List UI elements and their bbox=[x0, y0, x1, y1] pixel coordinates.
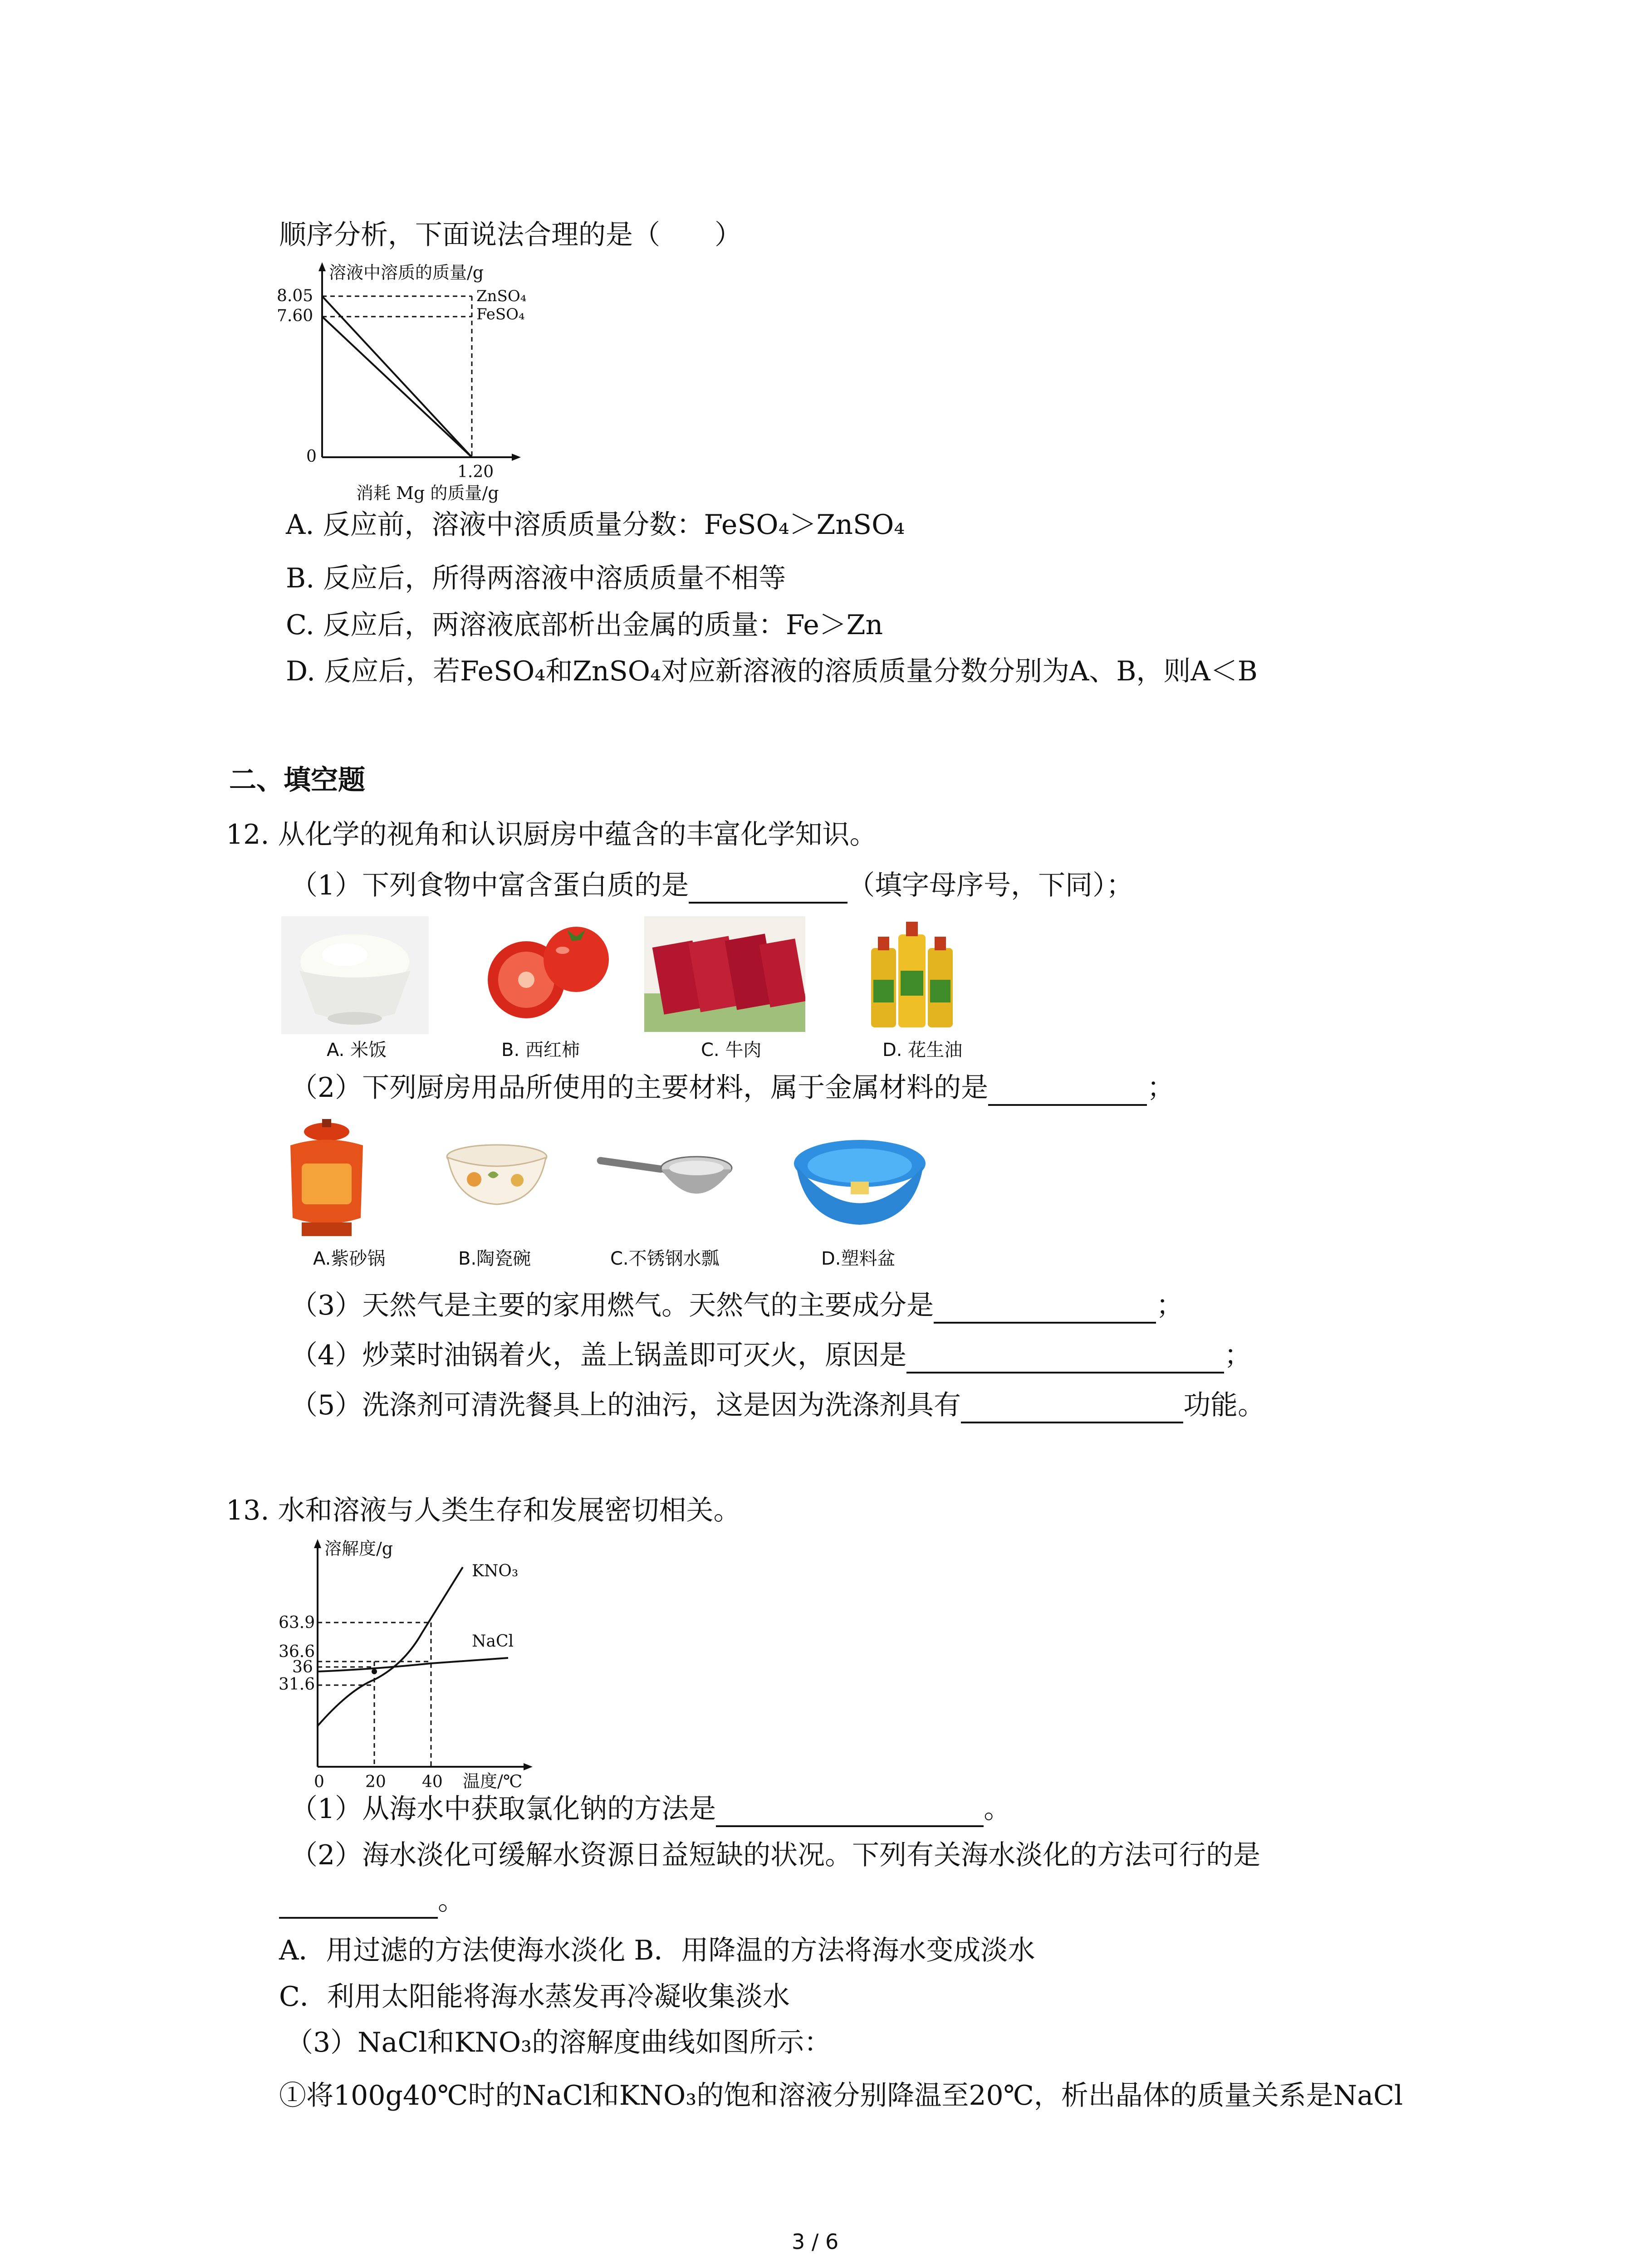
beef-image bbox=[644, 916, 805, 1032]
y-axis-label: 溶液中溶质的质量/g bbox=[329, 263, 484, 283]
q13-solubility-chart bbox=[272, 1535, 554, 1789]
answer-blank-7[interactable] bbox=[279, 1889, 438, 1919]
series-feso4-line bbox=[322, 317, 472, 457]
svg-text:KNO₃: KNO₃ bbox=[472, 1562, 519, 1580]
svg-text:20: 20 bbox=[365, 1773, 386, 1789]
svg-text:温度/℃: 温度/℃ bbox=[463, 1771, 523, 1789]
q13-part2-end: 。 bbox=[279, 1882, 465, 1919]
q12-part2: （2）下列厨房用品所使用的主要材料，属于金属材料的是 ； bbox=[290, 1070, 1174, 1106]
svg-text:溶解度/g: 溶解度/g bbox=[324, 1539, 393, 1559]
q11-chart bbox=[272, 262, 526, 507]
answer-blank-6[interactable] bbox=[716, 1797, 984, 1827]
q13-part3-1: ①将100g40℃时的NaCl和KNO₃的饱和溶液分别降温至20℃，析出晶体的质量关系是NaCl bbox=[279, 2080, 1403, 2112]
answer-blank-4[interactable] bbox=[906, 1344, 1224, 1374]
svg-text:36: 36 bbox=[292, 1658, 313, 1677]
origin-label: 0 bbox=[306, 447, 317, 466]
page-number: 3 / 6 bbox=[792, 2229, 839, 2254]
y-tick-805: 8.05 bbox=[277, 287, 314, 305]
q12-stem: 12. 从化学的视角和认识厨房中蕴含的丰富化学知识。 bbox=[226, 819, 877, 850]
q11-option-c: C. 反应后，两溶液底部析出金属的质量：Fe＞Zn bbox=[286, 609, 883, 641]
clay-pot-image bbox=[281, 1114, 372, 1243]
rice-bowl-image bbox=[281, 916, 429, 1034]
x-axis-label: 消耗 Mg 的质量/g bbox=[356, 483, 499, 503]
food-label-d: D. 花生油 bbox=[882, 1040, 963, 1061]
svg-text:0: 0 bbox=[314, 1773, 324, 1789]
q11-option-a: A. 反应前，溶液中溶质质量分数：FeSO₄＞ZnSO₄ bbox=[286, 509, 905, 541]
tomato-image bbox=[481, 912, 617, 1034]
legend-feso4: FeSO₄ bbox=[476, 305, 525, 323]
nacl-curve bbox=[318, 1658, 508, 1672]
svg-text:40: 40 bbox=[422, 1773, 443, 1789]
q13-option-c: C．利用太阳能将海水蒸发再冷凝收集淡水 bbox=[279, 1981, 790, 2013]
section-title: 二、填空题 bbox=[229, 764, 365, 796]
item-label-a: A.紫砂锅 bbox=[313, 1248, 386, 1269]
plastic-basin-image bbox=[792, 1136, 928, 1227]
food-label-b: B. 西红柿 bbox=[501, 1040, 580, 1061]
y-axis-arrow bbox=[318, 262, 326, 271]
q13-part3: （3）NaCl和KNO₃的溶解度曲线如图所示： bbox=[286, 2027, 832, 2058]
q13-stem: 13. 水和溶液与人类生存和发展密切相关。 bbox=[226, 1495, 741, 1526]
q13-part1: （1）从海水中获取氯化钠的方法是 。 bbox=[290, 1791, 1011, 1827]
q12-part1: （1）下列食物中富含蛋白质的是 （填字母序号，下同）； bbox=[290, 867, 1133, 904]
legend-znso4: ZnSO₄ bbox=[476, 287, 526, 305]
q13-options-ab: A．用过滤的方法使海水淡化 B．用降温的方法将海水变成淡水 bbox=[279, 1935, 1035, 1966]
answer-blank-3[interactable] bbox=[934, 1294, 1156, 1324]
svg-text:31.6: 31.6 bbox=[279, 1675, 315, 1694]
svg-text:NaCl: NaCl bbox=[472, 1632, 514, 1651]
food-label-c: C. 牛肉 bbox=[701, 1040, 762, 1061]
q12-part4: （4）炒菜时油锅着火，盖上锅盖即可灭火，原因是 ； bbox=[290, 1337, 1251, 1374]
x-axis-arrow bbox=[512, 454, 521, 461]
item-label-d: D.塑料盆 bbox=[821, 1248, 896, 1269]
q12-part5: （5）洗涤剂可清洗餐具上的油污，这是因为洗涤剂具有 功能。 bbox=[290, 1387, 1265, 1423]
steel-ladle-image bbox=[592, 1143, 737, 1220]
x-tick-120: 1.20 bbox=[457, 463, 494, 481]
answer-blank-5[interactable] bbox=[961, 1393, 1183, 1423]
q13-part2: （2）海水淡化可缓解水资源日益短缺的状况。下列有关海水淡化的方法可行的是 bbox=[290, 1839, 1261, 1871]
item-label-b: B.陶瓷碗 bbox=[458, 1248, 531, 1269]
q12-part3: （3）天然气是主要的家用燃气。天然气的主要成分是 ； bbox=[290, 1287, 1183, 1324]
item-label-c: C.不锈钢水瓢 bbox=[610, 1248, 720, 1269]
y-tick-760: 7.60 bbox=[277, 307, 314, 325]
q11-option-d: D. 反应后，若FeSO₄和ZnSO₄对应新溶液的溶质质量分数分别为A、B，则A＜B bbox=[286, 655, 1258, 687]
answer-blank-1[interactable] bbox=[689, 874, 847, 904]
series-znso4-line bbox=[322, 296, 472, 457]
food-label-a: A. 米饭 bbox=[327, 1040, 387, 1061]
kno3-curve bbox=[318, 1567, 463, 1726]
answer-blank-2[interactable] bbox=[988, 1076, 1147, 1106]
q11-option-b: B. 反应后，所得两溶液中溶质质量不相等 bbox=[286, 562, 786, 594]
q11-stem-tail: 顺序分析，下面说法合理的是（ ） bbox=[279, 219, 742, 251]
svg-text:63.9: 63.9 bbox=[279, 1613, 315, 1632]
ceramic-bowl-image bbox=[442, 1143, 551, 1211]
svg-text:36.6: 36.6 bbox=[279, 1642, 315, 1661]
peanut-oil-image bbox=[862, 912, 960, 1032]
